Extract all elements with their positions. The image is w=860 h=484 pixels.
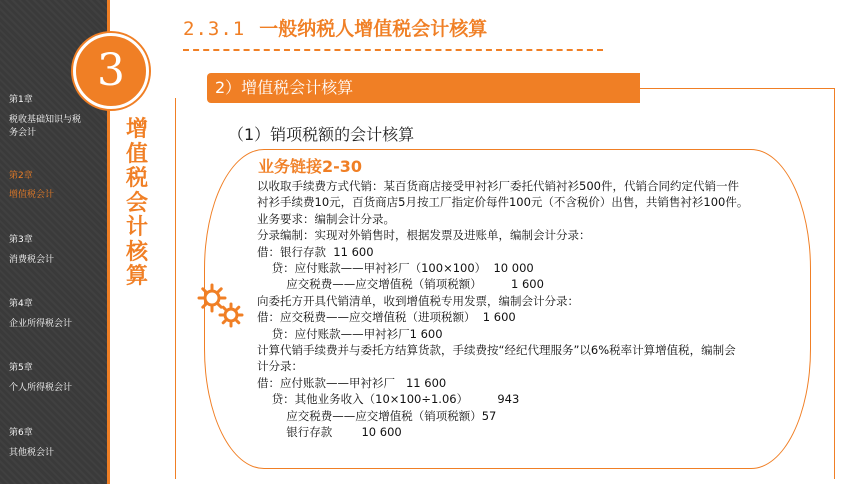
nav-name-1[interactable]: 税收基础知识与税务会计 (9, 115, 82, 138)
case-content (257, 178, 817, 441)
dashed-divider (183, 49, 603, 51)
nav-name-2[interactable]: 增值税会计 (9, 190, 55, 200)
nav-chapter-1[interactable]: 第1章 (9, 95, 33, 105)
nav-chapter-5[interactable]: 第5章 (9, 363, 33, 373)
content-line: 贷：应付账款——甲衬衫厂1 600 (257, 326, 443, 341)
content-line: 应交税费——应交增值税（销项税额）57 (257, 408, 497, 423)
business-link-title: 业务链接2-30 (258, 157, 363, 176)
section-header (183, 14, 487, 41)
content-line: 分录编制：实现对外销售时，根据发票及进账单，编制会计分录： (257, 228, 591, 243)
content-line: 向委托方开具代销清单，收到增值税专用发票，编制会计分录： (257, 293, 579, 308)
nav-chapter-4[interactable]: 第4章 (9, 299, 33, 309)
content-line: 贷：应付账款——甲衬衫厂（100×100） 10 000 (257, 261, 534, 276)
nav-name-5[interactable]: 个人所得税会计 (9, 383, 73, 393)
content-line: 贷：其他业务收入（10×100÷1.06） 943 (257, 392, 520, 407)
content-line: 借：应付账款——甲衬衫厂 11 600 (257, 375, 447, 390)
topic-title: （1）销项税额的会计核算 (228, 125, 415, 144)
gears-icon (196, 282, 246, 330)
nav-name-3[interactable]: 消费税会计 (9, 255, 55, 265)
nav-chapter-3[interactable]: 第3章 (9, 235, 33, 245)
section-header-title: 一般纳税人增值税会计核算 (259, 18, 488, 40)
content-line: 借：应交税费——应交增值税（进项税额） 1 600 (257, 310, 516, 325)
subheader-title: 2）增值税会计核算 (215, 78, 354, 97)
content-line: 借：银行存款 11 600 (257, 244, 374, 259)
frame-gap (170, 80, 208, 98)
content-line: 应交税费——应交增值税（销项税额） 1 600 (257, 277, 544, 292)
side-vertical-title: 增值税会计核算 (125, 117, 148, 289)
content-line: 银行存款 10 600 (257, 425, 402, 440)
nav-name-6[interactable]: 其他税会计 (9, 448, 55, 458)
content-line: 业务要求：编制会计分录。 (257, 211, 395, 226)
nav-chapter-6[interactable]: 第6章 (9, 428, 33, 438)
nav-chapter-2[interactable]: 第2章 (9, 171, 33, 181)
chapter-badge: 3 (73, 33, 149, 109)
content-line: 以收取手续费方式代销：某百货商店接受甲衬衫厂委托代销衬衫500件，代销合同约定代销一件 (257, 179, 739, 193)
content-line: 衬衫手续费10元，百货商店5月按工厂指定价每件100元（不含税价）出售，共销售衬衫100件。 (257, 195, 749, 210)
nav-name-4[interactable]: 企业所得税会计 (9, 319, 73, 329)
section-number: 2.3.1 (183, 18, 246, 40)
content-line: 计分录： (257, 359, 303, 374)
content-line: 计算代销手续费并与委托方结算货款，手续费按“经纪代理服务”以6%税率计算增值税，编制会 (257, 343, 736, 358)
